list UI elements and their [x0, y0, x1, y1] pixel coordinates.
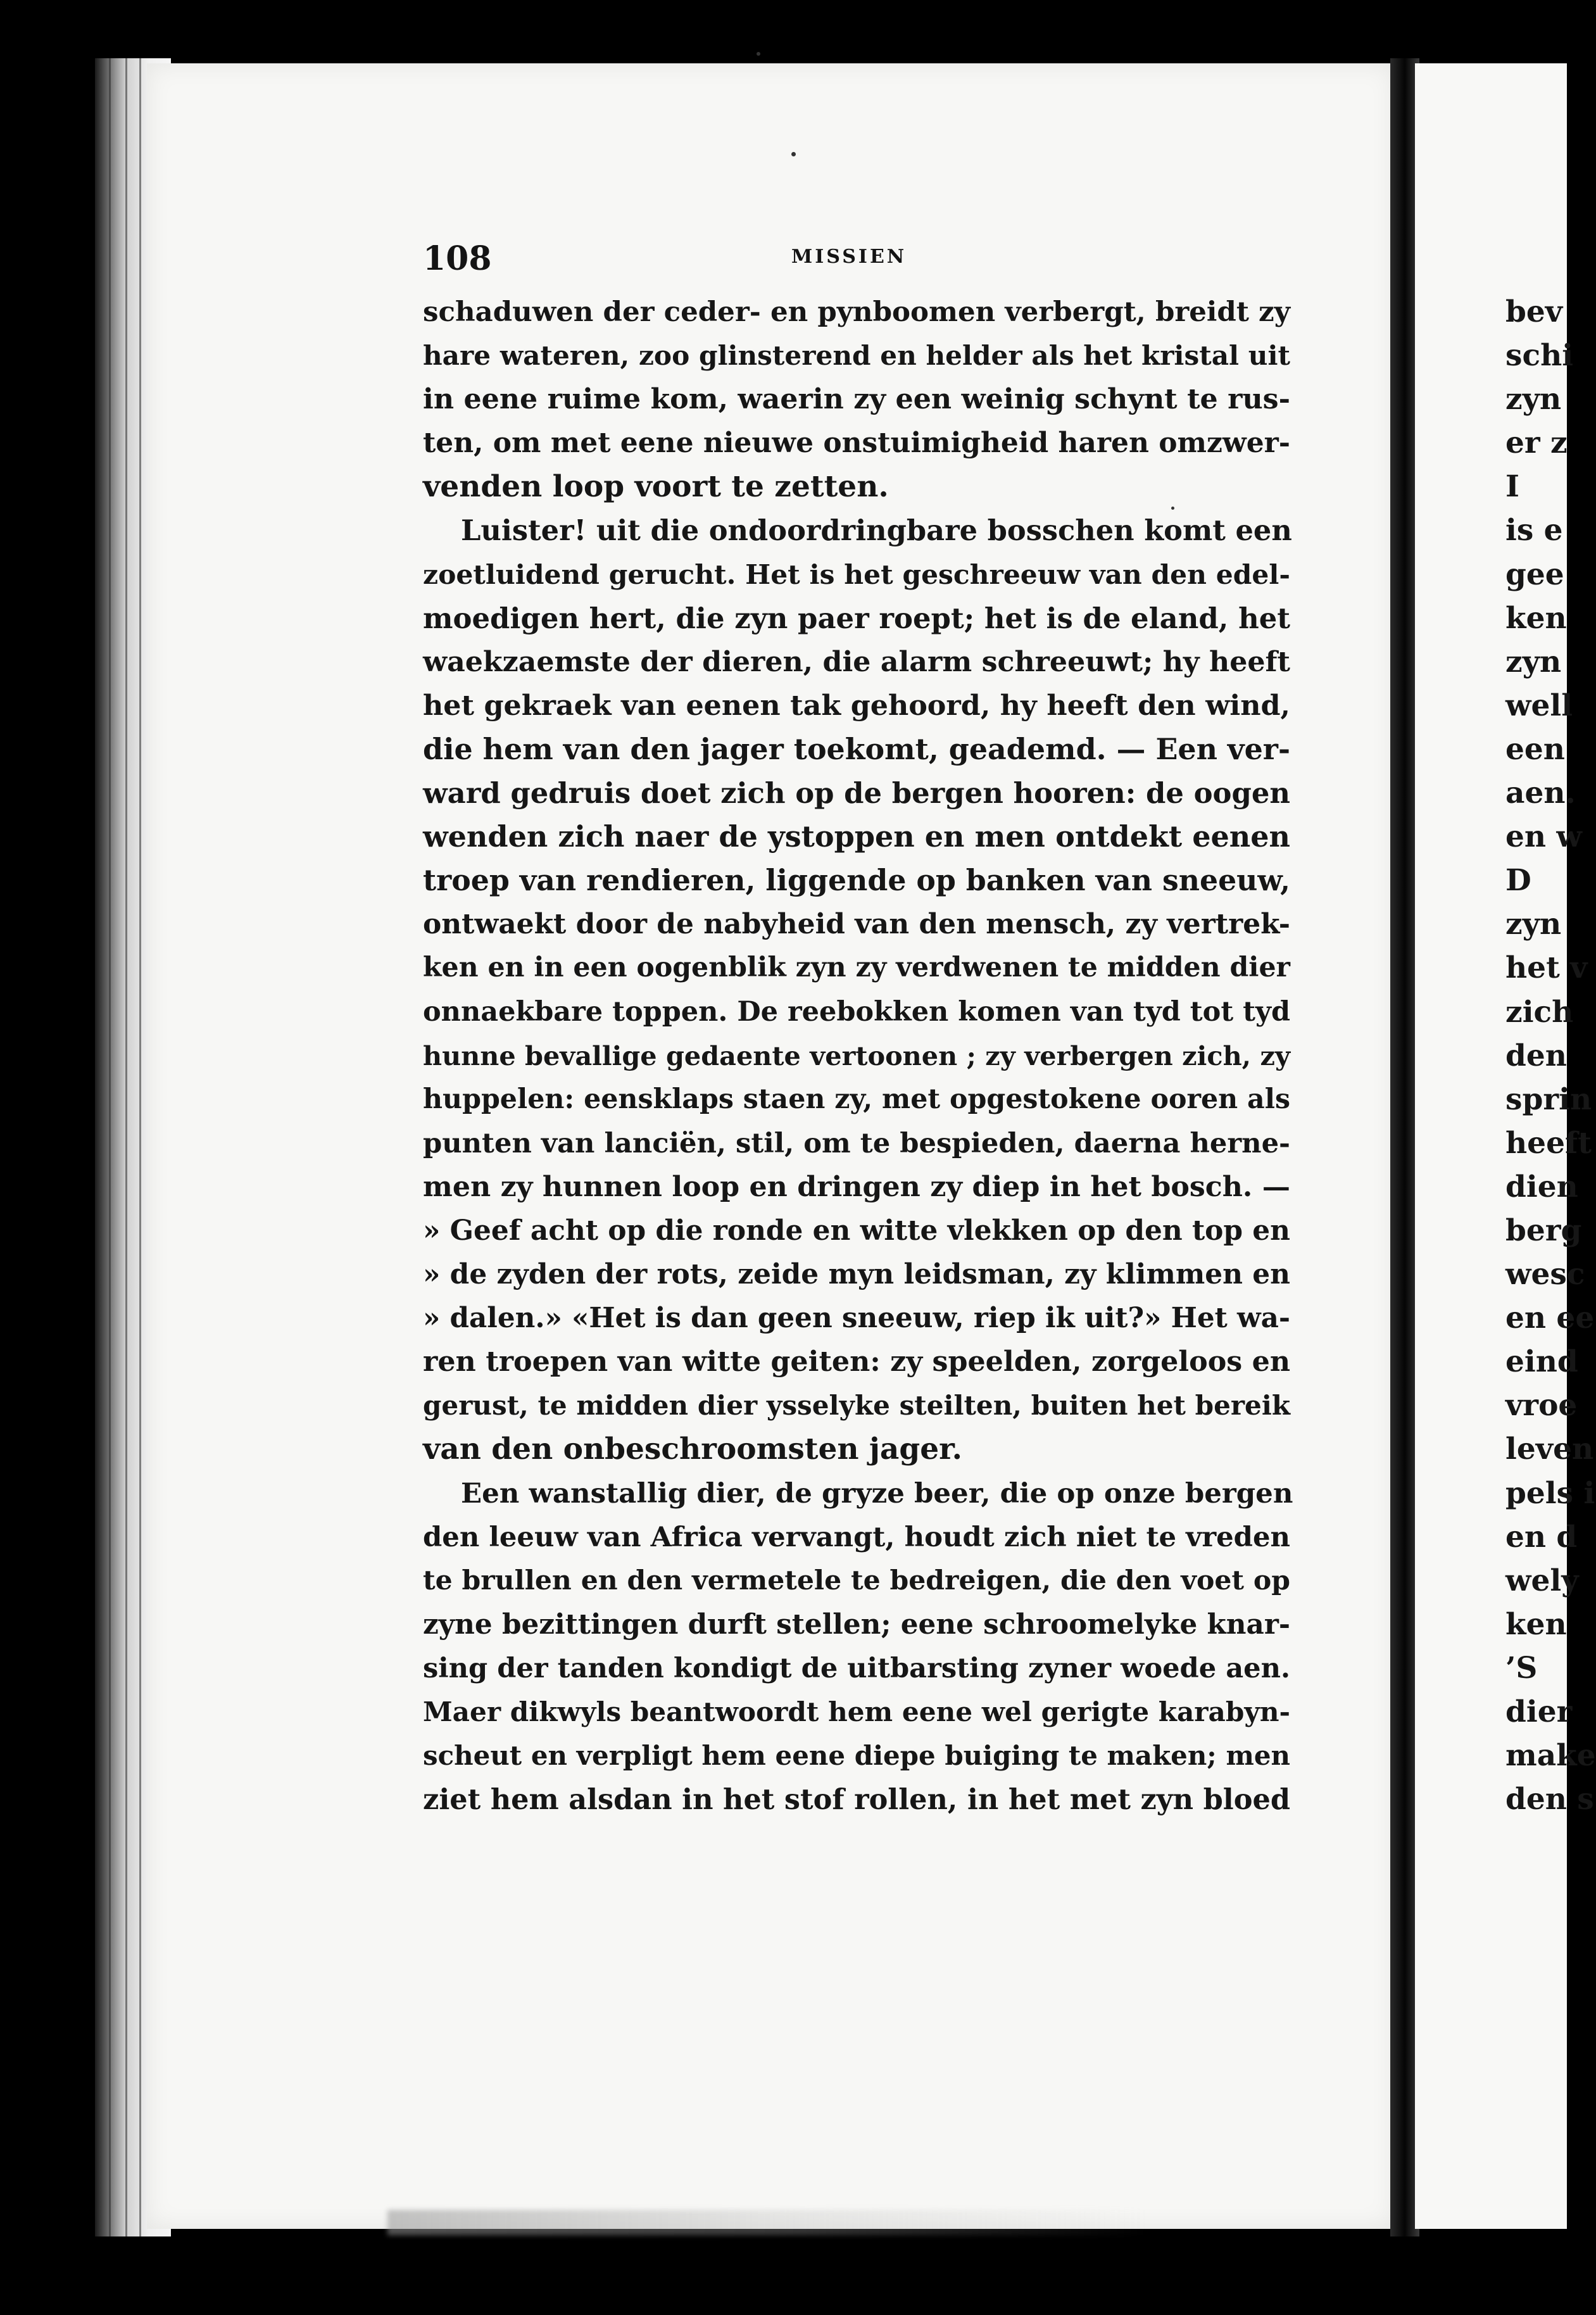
right-page-line-fragment: vroe — [1505, 1388, 1578, 1423]
right-page-line-fragment: het v — [1505, 950, 1588, 986]
text-line: » dalen.» «Het is dan geen sneeuw, riep ik uit?» Het wa- — [423, 1302, 1290, 1335]
right-page-line-fragment: een — [1505, 731, 1565, 767]
text-line: punten van lanciën, stil, om te bespieden, daerna herne- — [423, 1126, 1290, 1159]
right-page-line-fragment: schi — [1505, 338, 1574, 374]
text-line: » Geef acht op die ronde en witte vlekken op den top en — [423, 1214, 1290, 1247]
right-page-line-fragment: en ee — [1505, 1301, 1595, 1336]
right-page-line-fragment: dier — [1505, 1694, 1573, 1729]
text-line: venden loop voort te zetten. — [423, 469, 889, 505]
text-line: ward gedruis doet zich op de bergen hooren: de oogen — [423, 776, 1290, 811]
page-number: 108 — [423, 239, 492, 278]
text-line: gerust, te midden dier ysselyke steilten, buiten het bereik — [423, 1389, 1290, 1422]
text-line: moedigen hert, die zyn paer roept; het is de eland, het — [423, 601, 1290, 635]
right-page-line-fragment: wely — [1505, 1563, 1579, 1598]
text-line: schaduwen der ceder- en pynboomen verbergt, breidt zy — [423, 296, 1290, 328]
right-page-line-fragment: zich — [1505, 994, 1574, 1030]
running-head: MISSIEN — [791, 246, 907, 268]
text-line: zyne bezittingen durft stellen; eene schroomelyke knar- — [423, 1608, 1290, 1641]
right-page-line-fragment: eind — [1505, 1344, 1578, 1380]
text-line: Een wanstallig dier, de gryze beer, die op onze bergen — [461, 1477, 1293, 1510]
text-line: waekzaemste der dieren, die alarm schreeuwt; hy heeft — [423, 645, 1290, 678]
right-page-line-fragment: dien — [1505, 1169, 1578, 1204]
text-line: van den onbeschroomsten jager. — [423, 1432, 962, 1467]
right-page-line-fragment: en w — [1505, 819, 1582, 855]
right-page-line-fragment: ken — [1505, 600, 1567, 636]
text-line: ken en in een oogenblik zyn zy verdwenen te midden dier — [423, 952, 1290, 984]
text-line: » de zyden der rots, zeide myn leidsman, zy klimmen en — [423, 1258, 1290, 1291]
text-line: ren troepen van witte geiten: zy speelden, zorgeloos en — [423, 1345, 1291, 1378]
right-page-line-fragment: is e — [1505, 513, 1563, 548]
right-page-line-fragment: zyn — [1505, 644, 1562, 679]
right-page-line-fragment: zyn — [1505, 382, 1562, 417]
body-text — [423, 290, 1293, 1821]
right-page-line-fragment: den s — [1505, 1782, 1594, 1817]
right-page-line-fragment: sprin — [1505, 1082, 1592, 1117]
right-page-line-fragment: gee — [1505, 557, 1564, 592]
right-page-line-fragment: den — [1505, 1038, 1567, 1073]
right-page-line-fragment: bev — [1505, 294, 1563, 329]
right-page-line-fragment: berg — [1505, 1213, 1582, 1248]
right-page-line-fragment: aen. — [1505, 776, 1576, 811]
text-line: scheut en verpligt hem eene diepe buiging te maken; men — [423, 1740, 1290, 1772]
page-smudge — [387, 2210, 1147, 2235]
text-line: sing der tanden kondigt de uitbarsting zyner woede aen. — [423, 1651, 1290, 1684]
right-page-line-fragment: ’S — [1505, 1650, 1538, 1686]
text-line: ten, om met eene nieuwe onstuimigheid haren omzwer- — [423, 427, 1290, 460]
ink-speck — [757, 52, 760, 56]
text-line: troep van rendieren, liggende op banken van sneeuw, — [423, 863, 1290, 898]
ink-speck — [791, 152, 796, 156]
text-line: hunne bevallige gedaente vertoonen ; zy verbergen zich, zy — [423, 1040, 1290, 1071]
text-line: te brullen en den vermetele te bedreigen, die den voet op — [423, 1564, 1290, 1596]
right-page-line-fragment: well — [1505, 688, 1573, 723]
text-line: zoetluidend gerucht. Het is het geschreeuw van den edel- — [423, 558, 1290, 590]
right-page-line-fragment: en d — [1505, 1519, 1578, 1555]
right-page-line-fragment: I — [1505, 469, 1519, 505]
text-line: het gekraek van eenen tak gehoord, hy heeft den wind, — [423, 688, 1290, 722]
right-page-line-fragment: leven — [1505, 1432, 1594, 1467]
right-page-text — [1505, 290, 1596, 1821]
text-line: die hem van den jager toekomt, geademd. — Een ver- — [423, 731, 1290, 766]
text-line: Luister! uit die ondoordringbare bosschen komt een — [461, 514, 1292, 548]
right-page-line-fragment: wesc — [1505, 1257, 1585, 1292]
right-page-line-fragment: pels i — [1505, 1475, 1595, 1511]
right-page-line-fragment: ken — [1505, 1606, 1567, 1642]
right-page-line-fragment: er z — [1505, 426, 1568, 461]
right-page-line-fragment: D — [1505, 863, 1531, 899]
text-line: in eene ruime kom, waerin zy een weinig schynt te rus- — [423, 382, 1291, 416]
text-line: huppelen: eensklaps staen zy, met opgestokene ooren als — [423, 1083, 1290, 1115]
text-line: ziet hem alsdan in het stof rollen, in het met zyn bloed — [423, 1782, 1290, 1817]
right-page-line-fragment: make — [1505, 1738, 1596, 1774]
text-line: hare wateren, zoo glinsterend en helder als het kristal uit — [423, 339, 1290, 372]
text-line: ontwaekt door de nabyheid van den mensch, zy vertrek- — [423, 908, 1290, 941]
text-line: den leeuw van Africa vervangt, houdt zich niet te vreden — [423, 1520, 1290, 1553]
right-page-line-fragment: zyn — [1505, 907, 1562, 942]
text-line: wenden zich naer de ystoppen en men ontdekt eenen — [423, 819, 1290, 854]
right-page-line-fragment: heeft — [1505, 1125, 1592, 1161]
text-line: onnaekbare toppen. De reebokken komen van tyd tot tyd — [423, 995, 1291, 1028]
text-line: Maer dikwyls beantwoordt hem eene wel gerigte karabyn- — [423, 1696, 1290, 1727]
text-line: men zy hunnen loop en dringen zy diep in het bosch. — — [423, 1170, 1290, 1203]
